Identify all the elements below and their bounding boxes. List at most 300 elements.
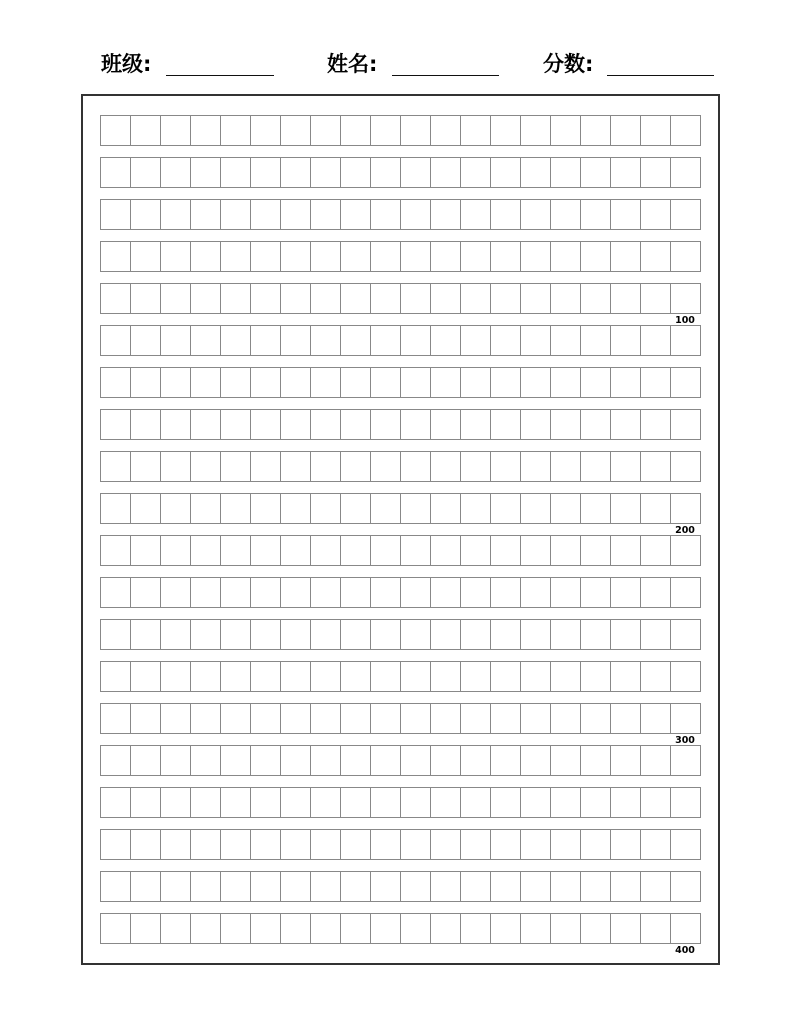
grid-cell[interactable] [671, 326, 701, 356]
grid-cell[interactable] [581, 788, 611, 818]
grid-cell[interactable] [221, 284, 251, 314]
grid-cell[interactable] [431, 788, 461, 818]
grid-cell[interactable] [251, 326, 281, 356]
grid-cell[interactable] [101, 872, 131, 902]
grid-cell[interactable] [431, 494, 461, 524]
grid-cell[interactable] [311, 788, 341, 818]
grid-cell[interactable] [251, 830, 281, 860]
grid-cell[interactable] [101, 578, 131, 608]
grid-cell[interactable] [551, 368, 581, 398]
grid-cell[interactable] [431, 158, 461, 188]
grid-cell[interactable] [431, 578, 461, 608]
grid-cell[interactable] [221, 788, 251, 818]
grid-cell[interactable] [101, 830, 131, 860]
grid-cell[interactable] [341, 284, 371, 314]
grid-cell[interactable] [671, 914, 701, 944]
grid-cell[interactable] [371, 452, 401, 482]
grid-cell[interactable] [251, 788, 281, 818]
grid-cell[interactable] [641, 452, 671, 482]
grid-cell[interactable] [101, 536, 131, 566]
grid-cell[interactable] [641, 200, 671, 230]
grid-cell[interactable] [191, 452, 221, 482]
grid-cell[interactable] [251, 368, 281, 398]
grid-cell[interactable] [371, 368, 401, 398]
grid-cell[interactable] [101, 620, 131, 650]
grid-cell[interactable] [371, 788, 401, 818]
grid-cell[interactable] [311, 620, 341, 650]
grid-cell[interactable] [611, 200, 641, 230]
grid-cell[interactable] [431, 830, 461, 860]
grid-cell[interactable] [101, 116, 131, 146]
grid-cell[interactable] [431, 200, 461, 230]
grid-cell[interactable] [431, 746, 461, 776]
class-field[interactable] [101, 48, 276, 82]
grid-cell[interactable] [281, 452, 311, 482]
grid-cell[interactable] [611, 242, 641, 272]
grid-cell[interactable] [251, 200, 281, 230]
grid-cell[interactable] [281, 914, 311, 944]
grid-cell[interactable] [611, 788, 641, 818]
grid-cell[interactable] [641, 872, 671, 902]
grid-cell[interactable] [251, 578, 281, 608]
grid-cell[interactable] [491, 158, 521, 188]
grid-cell[interactable] [341, 914, 371, 944]
grid-cell[interactable] [341, 788, 371, 818]
grid-cell[interactable] [281, 494, 311, 524]
grid-cell[interactable] [101, 788, 131, 818]
grid-cell[interactable] [161, 494, 191, 524]
grid-cell[interactable] [551, 410, 581, 440]
grid-cell[interactable] [221, 158, 251, 188]
grid-cell[interactable] [461, 158, 491, 188]
grid-cell[interactable] [131, 620, 161, 650]
grid-cell[interactable] [521, 200, 551, 230]
grid-cell[interactable] [281, 746, 311, 776]
grid-cell[interactable] [581, 620, 611, 650]
grid-cell[interactable] [131, 410, 161, 440]
grid-cell[interactable] [581, 578, 611, 608]
grid-cell[interactable] [461, 326, 491, 356]
grid-cell[interactable] [371, 662, 401, 692]
grid-cell[interactable] [551, 452, 581, 482]
grid-cell[interactable] [611, 872, 641, 902]
grid-cell[interactable] [581, 662, 611, 692]
grid-cell[interactable] [461, 872, 491, 902]
grid-cell[interactable] [431, 326, 461, 356]
grid-cell[interactable] [641, 704, 671, 734]
grid-cell[interactable] [101, 662, 131, 692]
grid-cell[interactable] [101, 704, 131, 734]
grid-cell[interactable] [221, 662, 251, 692]
grid-cell[interactable] [551, 746, 581, 776]
grid-cell[interactable] [491, 704, 521, 734]
grid-cell[interactable] [131, 368, 161, 398]
grid-cell[interactable] [551, 200, 581, 230]
grid-cell[interactable] [161, 536, 191, 566]
grid-cell[interactable] [401, 410, 431, 440]
grid-cell[interactable] [401, 242, 431, 272]
grid-cell[interactable] [641, 788, 671, 818]
grid-cell[interactable] [161, 788, 191, 818]
grid-cell[interactable] [281, 368, 311, 398]
grid-cell[interactable] [431, 284, 461, 314]
grid-cell[interactable] [611, 914, 641, 944]
grid-cell[interactable] [551, 872, 581, 902]
grid-cell[interactable] [341, 662, 371, 692]
grid-cell[interactable] [671, 116, 701, 146]
grid-cell[interactable] [311, 452, 341, 482]
grid-cell[interactable] [401, 662, 431, 692]
grid-cell[interactable] [341, 326, 371, 356]
grid-cell[interactable] [461, 116, 491, 146]
grid-cell[interactable] [611, 662, 641, 692]
grid-cell[interactable] [461, 914, 491, 944]
grid-cell[interactable] [581, 242, 611, 272]
name-blank-line[interactable] [392, 75, 499, 76]
grid-cell[interactable] [371, 914, 401, 944]
grid-cell[interactable] [251, 452, 281, 482]
grid-cell[interactable] [521, 704, 551, 734]
grid-cell[interactable] [131, 200, 161, 230]
grid-cell[interactable] [521, 116, 551, 146]
grid-cell[interactable] [581, 368, 611, 398]
grid-cell[interactable] [521, 284, 551, 314]
grid-cell[interactable] [611, 326, 641, 356]
grid-cell[interactable] [551, 116, 581, 146]
grid-cell[interactable] [191, 284, 221, 314]
grid-cell[interactable] [521, 326, 551, 356]
grid-cell[interactable] [281, 116, 311, 146]
grid-cell[interactable] [191, 788, 221, 818]
grid-cell[interactable] [221, 200, 251, 230]
grid-cell[interactable] [521, 746, 551, 776]
grid-cell[interactable] [131, 158, 161, 188]
grid-cell[interactable] [371, 242, 401, 272]
grid-cell[interactable] [431, 368, 461, 398]
grid-cell[interactable] [491, 788, 521, 818]
grid-cell[interactable] [611, 284, 641, 314]
score-blank-line[interactable] [607, 75, 714, 76]
grid-cell[interactable] [101, 914, 131, 944]
grid-cell[interactable] [341, 494, 371, 524]
grid-cell[interactable] [671, 200, 701, 230]
grid-cell[interactable] [611, 578, 641, 608]
grid-cell[interactable] [401, 368, 431, 398]
grid-cell[interactable] [461, 410, 491, 440]
grid-cell[interactable] [401, 116, 431, 146]
grid-cell[interactable] [551, 326, 581, 356]
grid-cell[interactable] [431, 452, 461, 482]
grid-cell[interactable] [521, 536, 551, 566]
grid-cell[interactable] [221, 536, 251, 566]
grid-cell[interactable] [281, 536, 311, 566]
grid-cell[interactable] [491, 410, 521, 440]
grid-cell[interactable] [461, 620, 491, 650]
grid-cell[interactable] [521, 494, 551, 524]
grid-cell[interactable] [131, 578, 161, 608]
grid-cell[interactable] [191, 746, 221, 776]
grid-cell[interactable] [341, 830, 371, 860]
score-field[interactable] [543, 48, 718, 82]
grid-cell[interactable] [491, 746, 521, 776]
grid-cell[interactable] [401, 452, 431, 482]
grid-cell[interactable] [671, 620, 701, 650]
grid-cell[interactable] [161, 452, 191, 482]
grid-cell[interactable] [311, 242, 341, 272]
grid-cell[interactable] [251, 620, 281, 650]
grid-cell[interactable] [401, 200, 431, 230]
grid-cell[interactable] [251, 116, 281, 146]
grid-cell[interactable] [371, 200, 401, 230]
grid-cell[interactable] [161, 410, 191, 440]
grid-cell[interactable] [521, 662, 551, 692]
grid-cell[interactable] [311, 368, 341, 398]
grid-cell[interactable] [221, 704, 251, 734]
grid-cell[interactable] [251, 242, 281, 272]
grid-cell[interactable] [311, 746, 341, 776]
grid-cell[interactable] [371, 326, 401, 356]
grid-cell[interactable] [191, 830, 221, 860]
grid-cell[interactable] [131, 452, 161, 482]
grid-cell[interactable] [461, 242, 491, 272]
grid-cell[interactable] [101, 242, 131, 272]
grid-cell[interactable] [131, 746, 161, 776]
grid-cell[interactable] [551, 662, 581, 692]
grid-cell[interactable] [671, 830, 701, 860]
grid-cell[interactable] [551, 788, 581, 818]
grid-cell[interactable] [221, 452, 251, 482]
grid-cell[interactable] [551, 536, 581, 566]
grid-cell[interactable] [491, 662, 521, 692]
grid-cell[interactable] [341, 704, 371, 734]
grid-cell[interactable] [161, 746, 191, 776]
grid-cell[interactable] [191, 116, 221, 146]
grid-cell[interactable] [131, 788, 161, 818]
grid-cell[interactable] [341, 242, 371, 272]
grid-cell[interactable] [671, 452, 701, 482]
grid-cell[interactable] [611, 746, 641, 776]
grid-cell[interactable] [401, 536, 431, 566]
grid-cell[interactable] [191, 704, 221, 734]
grid-cell[interactable] [581, 494, 611, 524]
grid-cell[interactable] [191, 872, 221, 902]
grid-cell[interactable] [341, 200, 371, 230]
grid-cell[interactable] [101, 368, 131, 398]
grid-cell[interactable] [131, 494, 161, 524]
grid-cell[interactable] [101, 158, 131, 188]
grid-cell[interactable] [251, 872, 281, 902]
grid-cell[interactable] [281, 620, 311, 650]
grid-cell[interactable] [641, 326, 671, 356]
grid-cell[interactable] [281, 830, 311, 860]
grid-cell[interactable] [311, 662, 341, 692]
grid-cell[interactable] [131, 536, 161, 566]
grid-cell[interactable] [491, 830, 521, 860]
grid-cell[interactable] [401, 284, 431, 314]
grid-cell[interactable] [641, 410, 671, 440]
grid-cell[interactable] [551, 830, 581, 860]
grid-cell[interactable] [131, 914, 161, 944]
grid-cell[interactable] [101, 326, 131, 356]
grid-cell[interactable] [191, 620, 221, 650]
grid-cell[interactable] [431, 914, 461, 944]
grid-cell[interactable] [521, 158, 551, 188]
grid-cell[interactable] [131, 872, 161, 902]
class-blank-line[interactable] [166, 75, 274, 76]
grid-cell[interactable] [311, 914, 341, 944]
grid-cell[interactable] [671, 410, 701, 440]
grid-cell[interactable] [581, 158, 611, 188]
grid-cell[interactable] [401, 620, 431, 650]
grid-cell[interactable] [221, 578, 251, 608]
grid-cell[interactable] [341, 410, 371, 440]
grid-cell[interactable] [431, 242, 461, 272]
grid-cell[interactable] [581, 116, 611, 146]
grid-cell[interactable] [491, 872, 521, 902]
grid-cell[interactable] [611, 116, 641, 146]
grid-cell[interactable] [671, 788, 701, 818]
grid-cell[interactable] [161, 704, 191, 734]
grid-cell[interactable] [221, 368, 251, 398]
grid-cell[interactable] [191, 200, 221, 230]
grid-cell[interactable] [311, 284, 341, 314]
grid-cell[interactable] [371, 536, 401, 566]
grid-cell[interactable] [311, 578, 341, 608]
grid-cell[interactable] [551, 242, 581, 272]
grid-cell[interactable] [311, 326, 341, 356]
grid-cell[interactable] [401, 494, 431, 524]
grid-cell[interactable] [551, 704, 581, 734]
grid-cell[interactable] [191, 158, 221, 188]
grid-cell[interactable] [431, 536, 461, 566]
grid-cell[interactable] [341, 116, 371, 146]
grid-cell[interactable] [251, 284, 281, 314]
grid-cell[interactable] [371, 872, 401, 902]
grid-cell[interactable] [431, 116, 461, 146]
grid-cell[interactable] [521, 788, 551, 818]
grid-cell[interactable] [401, 788, 431, 818]
grid-cell[interactable] [311, 200, 341, 230]
grid-cell[interactable] [161, 914, 191, 944]
grid-cell[interactable] [431, 620, 461, 650]
grid-cell[interactable] [341, 452, 371, 482]
grid-cell[interactable] [371, 158, 401, 188]
grid-cell[interactable] [191, 494, 221, 524]
grid-cell[interactable] [401, 914, 431, 944]
grid-cell[interactable] [401, 158, 431, 188]
grid-cell[interactable] [311, 536, 341, 566]
grid-cell[interactable] [491, 116, 521, 146]
grid-cell[interactable] [491, 494, 521, 524]
grid-cell[interactable] [161, 830, 191, 860]
grid-cell[interactable] [491, 536, 521, 566]
grid-cell[interactable] [671, 284, 701, 314]
grid-cell[interactable] [641, 620, 671, 650]
grid-cell[interactable] [311, 158, 341, 188]
grid-cell[interactable] [641, 494, 671, 524]
grid-cell[interactable] [161, 662, 191, 692]
grid-cell[interactable] [311, 494, 341, 524]
grid-cell[interactable] [551, 620, 581, 650]
grid-cell[interactable] [521, 410, 551, 440]
grid-cell[interactable] [491, 242, 521, 272]
grid-cell[interactable] [101, 452, 131, 482]
grid-cell[interactable] [101, 284, 131, 314]
grid-cell[interactable] [611, 620, 641, 650]
grid-cell[interactable] [371, 620, 401, 650]
grid-cell[interactable] [131, 242, 161, 272]
grid-cell[interactable] [491, 368, 521, 398]
grid-cell[interactable] [371, 116, 401, 146]
grid-cell[interactable] [161, 872, 191, 902]
grid-cell[interactable] [161, 620, 191, 650]
grid-cell[interactable] [131, 830, 161, 860]
grid-cell[interactable] [611, 494, 641, 524]
grid-cell[interactable] [581, 830, 611, 860]
grid-cell[interactable] [491, 578, 521, 608]
grid-cell[interactable] [491, 200, 521, 230]
grid-cell[interactable] [461, 200, 491, 230]
grid-cell[interactable] [611, 452, 641, 482]
grid-cell[interactable] [131, 704, 161, 734]
grid-cell[interactable] [131, 116, 161, 146]
grid-cell[interactable] [461, 494, 491, 524]
name-field[interactable] [327, 48, 502, 82]
grid-cell[interactable] [281, 242, 311, 272]
grid-cell[interactable] [671, 494, 701, 524]
grid-cell[interactable] [581, 410, 611, 440]
grid-cell[interactable] [341, 368, 371, 398]
grid-cell[interactable] [581, 200, 611, 230]
grid-cell[interactable] [641, 914, 671, 944]
grid-cell[interactable] [401, 326, 431, 356]
grid-cell[interactable] [311, 704, 341, 734]
grid-cell[interactable] [401, 830, 431, 860]
grid-cell[interactable] [191, 536, 221, 566]
grid-cell[interactable] [341, 536, 371, 566]
grid-cell[interactable] [641, 830, 671, 860]
grid-cell[interactable] [341, 578, 371, 608]
grid-cell[interactable] [401, 872, 431, 902]
grid-cell[interactable] [581, 704, 611, 734]
grid-cell[interactable] [311, 830, 341, 860]
grid-cell[interactable] [491, 452, 521, 482]
grid-cell[interactable] [161, 158, 191, 188]
grid-cell[interactable] [371, 830, 401, 860]
grid-cell[interactable] [581, 746, 611, 776]
grid-cell[interactable] [461, 452, 491, 482]
grid-cell[interactable] [101, 494, 131, 524]
grid-cell[interactable] [221, 872, 251, 902]
grid-cell[interactable] [611, 410, 641, 440]
grid-cell[interactable] [191, 914, 221, 944]
grid-cell[interactable] [221, 410, 251, 440]
grid-cell[interactable] [251, 536, 281, 566]
grid-cell[interactable] [611, 704, 641, 734]
grid-cell[interactable] [671, 746, 701, 776]
grid-cell[interactable] [521, 578, 551, 608]
grid-cell[interactable] [221, 326, 251, 356]
grid-cell[interactable] [341, 746, 371, 776]
grid-cell[interactable] [671, 872, 701, 902]
grid-cell[interactable] [491, 620, 521, 650]
grid-cell[interactable] [581, 326, 611, 356]
grid-cell[interactable] [221, 620, 251, 650]
grid-cell[interactable] [671, 578, 701, 608]
grid-cell[interactable] [221, 116, 251, 146]
grid-cell[interactable] [641, 158, 671, 188]
grid-cell[interactable] [161, 284, 191, 314]
